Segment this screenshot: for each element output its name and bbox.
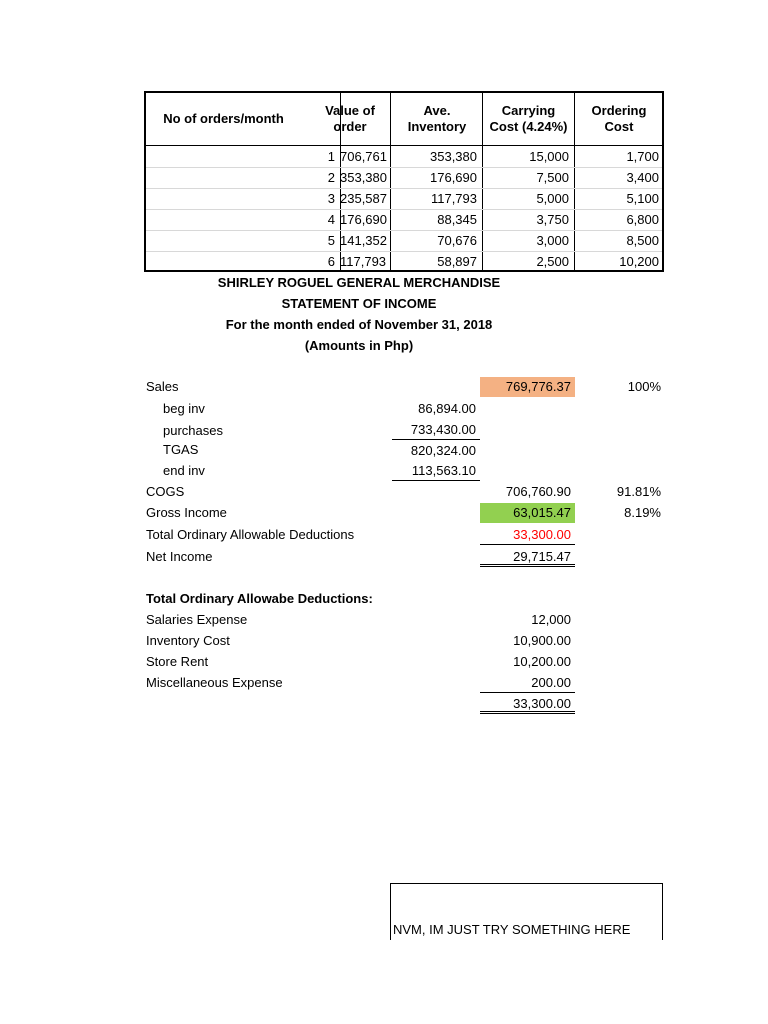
table-cell: 88,345 <box>437 212 477 227</box>
table-cell: 3,750 <box>536 212 569 227</box>
header-ordering-cost: Ordering Cost <box>591 103 647 134</box>
header-carrying-cost: Carrying Cost (4.24%) <box>489 103 568 134</box>
table-cell: 706,761 <box>340 149 387 164</box>
table-cell: 2 <box>327 170 335 185</box>
purchases-label: purchases <box>163 423 223 438</box>
table-cell: 1,700 <box>626 149 659 164</box>
deduction-value: 10,200.00 <box>513 654 571 669</box>
tgas-value: 820,324.00 <box>410 443 476 458</box>
net-income-label: Net Income <box>146 549 213 564</box>
table-cell: 3,000 <box>536 233 569 248</box>
currency-note: (Amounts in Php) <box>304 338 414 353</box>
table-cell: 4 <box>327 212 335 227</box>
statement-period: For the month ended of November 31, 2018 <box>225 317 493 332</box>
cogs-label: COGS <box>146 484 185 499</box>
deductions-label: Total Ordinary Allowable Deductions <box>146 527 355 542</box>
tgas-label: TGAS <box>163 442 199 457</box>
table-cell: 2,500 <box>536 254 569 269</box>
gross-income-label: Gross Income <box>146 505 227 520</box>
table-cell: 176,690 <box>340 212 387 227</box>
deductions-heading: Total Ordinary Allowabe Deductions: <box>146 591 373 606</box>
header-ave-inventory: Ave. Inventory <box>407 103 467 134</box>
note-text: NVM, IM JUST TRY SOMETHING HERE <box>393 922 631 937</box>
deduction-value: 200.00 <box>480 673 575 693</box>
table-cell: 5,100 <box>626 191 659 206</box>
deduction-label: Inventory Cost <box>146 633 230 648</box>
gross-income-pct: 8.19% <box>624 505 661 520</box>
end-inv-value: 113,563.10 <box>392 461 480 481</box>
table-cell: 10,200 <box>619 254 659 269</box>
cogs-value: 706,760.90 <box>505 484 571 499</box>
gross-income-value: 63,015.47 <box>480 503 575 523</box>
table-cell: 15,000 <box>529 149 569 164</box>
table-cell: 235,587 <box>340 191 387 206</box>
table-cell: 70,676 <box>437 233 477 248</box>
table-cell: 5 <box>327 233 335 248</box>
table-cell: 353,380 <box>340 170 387 185</box>
table-cell: 117,793 <box>340 254 387 269</box>
table-cell: 6 <box>327 254 335 269</box>
sales-value: 769,776.37 <box>480 377 575 397</box>
table-cell: 7,500 <box>536 170 569 185</box>
table-cell: 1 <box>327 149 335 164</box>
table-cell: 5,000 <box>536 191 569 206</box>
table-cell: 6,800 <box>626 212 659 227</box>
deductions-total: 33,300.00 <box>480 694 575 714</box>
deduction-label: Salaries Expense <box>146 612 248 627</box>
table-cell: 353,380 <box>430 149 477 164</box>
statement-title: STATEMENT OF INCOME <box>281 296 437 311</box>
beg-inv-label: beg inv <box>163 401 205 416</box>
beg-inv-value: 86,894.00 <box>418 401 476 416</box>
deduction-label: Store Rent <box>146 654 209 669</box>
deduction-value: 10,900.00 <box>513 633 571 648</box>
header-orders: No of orders/month <box>163 111 284 126</box>
table-cell: 141,352 <box>340 233 387 248</box>
purchases-value: 733,430.00 <box>392 420 480 440</box>
eoq-table <box>144 91 664 272</box>
sales-label: Sales <box>146 379 179 394</box>
end-inv-label: end inv <box>163 463 205 478</box>
table-cell: 58,897 <box>437 254 477 269</box>
table-cell: 117,793 <box>430 191 477 206</box>
net-income-value: 29,715.47 <box>480 547 575 567</box>
header-value: Value of order <box>325 103 375 134</box>
sales-pct: 100% <box>627 379 661 394</box>
table-cell: 3,400 <box>626 170 659 185</box>
deduction-label: Miscellaneous Expense <box>146 675 283 690</box>
deductions-value: 33,300.00 <box>480 525 575 545</box>
note-box <box>390 883 663 940</box>
table-cell: 3 <box>327 191 335 206</box>
table-cell: 8,500 <box>626 233 659 248</box>
cogs-pct: 91.81% <box>616 484 661 499</box>
deduction-value: 12,000 <box>531 612 571 627</box>
table-cell: 176,690 <box>430 170 477 185</box>
company-name: SHIRLEY ROGUEL GENERAL MERCHANDISE <box>217 275 501 290</box>
